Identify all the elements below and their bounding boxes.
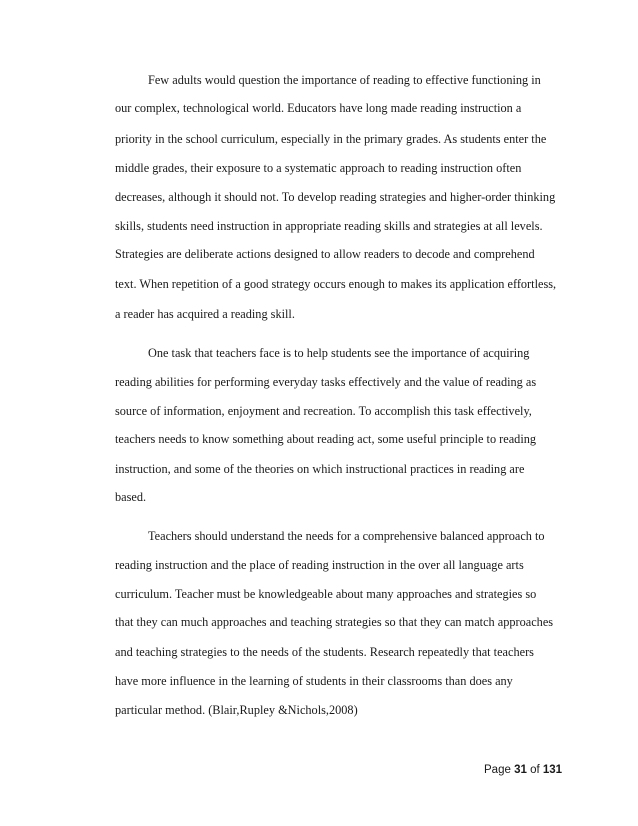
paragraph-1-line-8: text. When repetition of a good strategy occurs enough to makes its application effortless, xyxy=(115,277,557,291)
page-number-footer xyxy=(484,763,562,777)
paragraph-3-line-4: that they can much approaches and teaching strategies so that they can match approaches xyxy=(115,615,554,629)
paragraph-1-line-1: Few adults would question the importance of reading to effective functioning in xyxy=(148,73,541,87)
paragraph-2-line-1: One task that teachers face is to help students see the importance of acquiring xyxy=(148,346,530,360)
paragraph-1-line-5: decreases, although it should not. To develop reading strategies and higher-order thinking xyxy=(115,190,556,204)
paragraph-1-line-7: Strategies are deliberate actions designed to allow readers to decode and comprehend xyxy=(115,247,535,261)
total-pages-number: 131 xyxy=(542,764,563,776)
paragraph-3-line-5: and teaching strategies to the needs of the students. Research repeatedly that teachers xyxy=(115,645,534,659)
paragraph-2-line-5: instruction, and some of the theories on which instructional practices in reading are xyxy=(115,462,525,476)
paragraph-3-line-7: particular method. (Blair,Rupley &Nichols,2008) xyxy=(115,703,358,717)
paragraph-1-line-3: priority in the school curriculum, especially in the primary grades. As students enter the xyxy=(115,132,547,146)
of-word: of xyxy=(530,764,540,776)
paragraph-1-line-2: our complex, technological world. Educators have long made reading instruction a xyxy=(115,101,522,115)
paragraph-1-line-4: middle grades, their exposure to a systematic approach to reading instruction often xyxy=(115,161,522,175)
current-page-number: 31 xyxy=(514,764,527,776)
paragraph-3-line-3: curriculum. Teacher must be knowledgeable about many approaches and strategies so xyxy=(115,587,537,601)
paragraph-2-line-2: reading abilities for performing everyday tasks effectively and the value of reading as xyxy=(115,375,537,389)
paragraph-2-line-3: source of information, enjoyment and recreation. To accomplish this task effectively, xyxy=(115,404,532,418)
paragraph-1-line-9: a reader has acquired a reading skill. xyxy=(115,307,295,321)
paragraph-3-line-6: have more influence in the learning of students in their classrooms than does any xyxy=(115,674,513,688)
paragraph-3-line-2: reading instruction and the place of reading instruction in the over all language arts xyxy=(115,558,524,572)
paragraph-2-line-6: based. xyxy=(115,490,147,504)
paragraph-3-line-1: Teachers should understand the needs for a comprehensive balanced approach to xyxy=(148,529,545,543)
paragraph-2-line-4: teachers needs to know something about reading act, some useful principle to reading xyxy=(115,432,537,446)
page-word: Page xyxy=(484,764,511,776)
paragraph-1-line-6: skills, students need instruction in appropriate reading skills and strategies at all levels. xyxy=(115,219,543,233)
